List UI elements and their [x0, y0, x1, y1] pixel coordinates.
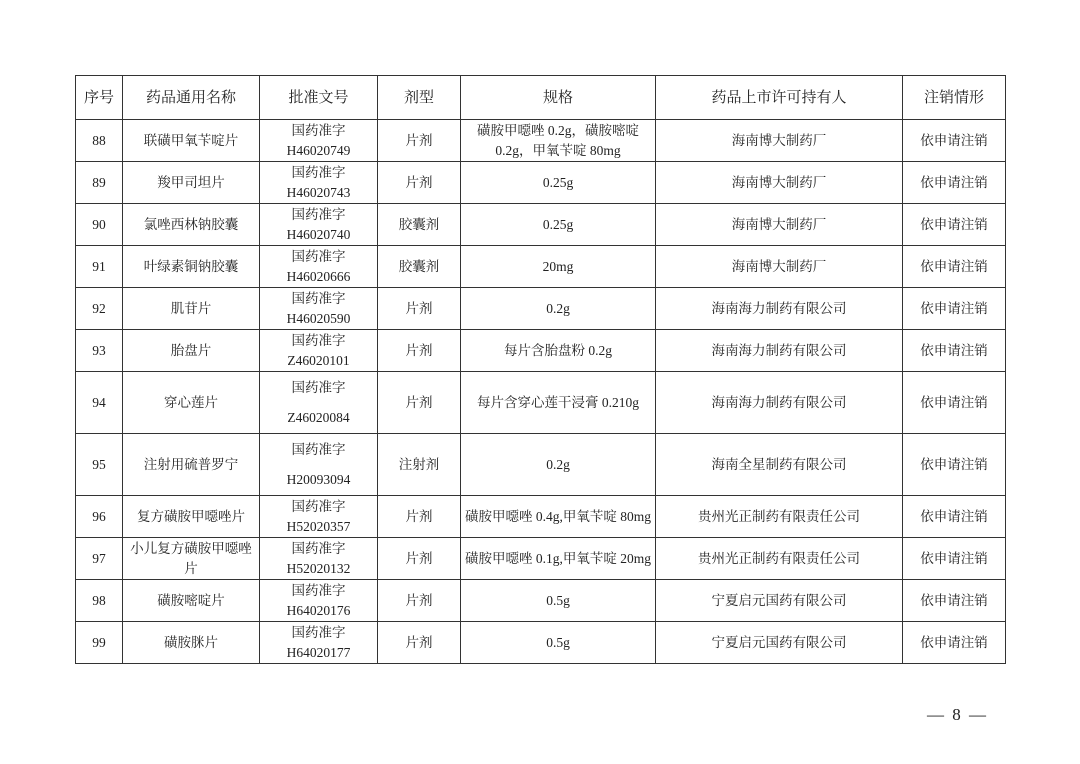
specification: 0.5g	[461, 580, 656, 622]
row-number: 96	[76, 496, 123, 538]
license-holder: 宁夏启元国药有限公司	[656, 580, 903, 622]
approval-number	[260, 162, 378, 204]
column-header: 规格	[461, 76, 656, 120]
table-header-row	[76, 76, 1006, 120]
approval-code: H64020176	[286, 602, 351, 618]
drug-name: 氯唑西林钠胶囊	[123, 204, 260, 246]
approval-prefix: 国药准字	[291, 290, 346, 306]
row-number: 92	[76, 288, 123, 330]
specification: 磺胺甲噁唑 0.4g,甲氧苄啶 80mg	[461, 496, 656, 538]
license-holder: 海南海力制药有限公司	[656, 372, 903, 434]
license-holder: 海南全星制药有限公司	[656, 434, 903, 496]
approval-prefix: 国药准字	[291, 332, 346, 348]
column-header: 药品上市许可持有人	[656, 76, 903, 120]
column-header: 批准文号	[260, 76, 378, 120]
approval-code: Z46020084	[287, 409, 350, 425]
approval-number	[260, 496, 378, 538]
approval-number	[260, 120, 378, 162]
approval-number	[260, 622, 378, 664]
license-holder: 贵州光正制药有限责任公司	[656, 538, 903, 580]
table-row	[76, 246, 1006, 288]
specification: 每片含胎盘粉 0.2g	[461, 330, 656, 372]
approval-prefix: 国药准字	[291, 441, 346, 457]
approval-number	[260, 538, 378, 580]
dosage-form: 片剂	[378, 330, 461, 372]
license-holder: 海南海力制药有限公司	[656, 288, 903, 330]
row-number: 89	[76, 162, 123, 204]
dosage-form: 胶囊剂	[378, 246, 461, 288]
dosage-form: 注射剂	[378, 434, 461, 496]
cancellation-status: 依申请注销	[903, 372, 1006, 434]
approval-number	[260, 580, 378, 622]
dosage-form: 片剂	[378, 496, 461, 538]
cancellation-status: 依申请注销	[903, 434, 1006, 496]
license-holder: 海南博大制药厂	[656, 120, 903, 162]
approval-number	[260, 288, 378, 330]
row-number: 98	[76, 580, 123, 622]
table-row	[76, 120, 1006, 162]
table-row	[76, 538, 1006, 580]
drug-name: 穿心莲片	[123, 372, 260, 434]
approval-code: H46020743	[286, 184, 351, 200]
row-number: 88	[76, 120, 123, 162]
drug-name: 磺胺脒片	[123, 622, 260, 664]
dosage-form: 胶囊剂	[378, 204, 461, 246]
license-holder: 贵州光正制药有限责任公司	[656, 496, 903, 538]
license-holder: 宁夏启元国药有限公司	[656, 622, 903, 664]
drug-name: 磺胺嘧啶片	[123, 580, 260, 622]
dosage-form: 片剂	[378, 372, 461, 434]
table-row	[76, 162, 1006, 204]
license-holder: 海南博大制药厂	[656, 204, 903, 246]
drug-name: 复方磺胺甲噁唑片	[123, 496, 260, 538]
specification: 每片含穿心莲干浸膏 0.210g	[461, 372, 656, 434]
table-row	[76, 372, 1006, 434]
drug-name: 注射用硫普罗宁	[123, 434, 260, 496]
row-number: 91	[76, 246, 123, 288]
approval-code: H46020749	[286, 142, 351, 158]
drug-name: 肌苷片	[123, 288, 260, 330]
specification: 0.25g	[461, 204, 656, 246]
cancellation-status: 依申请注销	[903, 288, 1006, 330]
license-holder: 海南博大制药厂	[656, 246, 903, 288]
dosage-form: 片剂	[378, 120, 461, 162]
table-row	[76, 288, 1006, 330]
cancellation-status: 依申请注销	[903, 162, 1006, 204]
specification: 磺胺甲噁唑 0.2g，磺胺嘧啶 0.2g，甲氧苄啶 80mg	[461, 120, 656, 162]
table-row	[76, 622, 1006, 664]
drug-name: 联磺甲氧苄啶片	[123, 120, 260, 162]
column-header: 注销情形	[903, 76, 1006, 120]
drug-cancellation-table	[75, 75, 1006, 664]
cancellation-status: 依申请注销	[903, 580, 1006, 622]
table-row	[76, 496, 1006, 538]
dosage-form: 片剂	[378, 622, 461, 664]
approval-prefix: 国药准字	[291, 122, 346, 138]
table-row	[76, 434, 1006, 496]
specification: 磺胺甲噁唑 0.1g,甲氧苄啶 20mg	[461, 538, 656, 580]
drug-name: 胎盘片	[123, 330, 260, 372]
approval-code: H46020740	[286, 226, 351, 242]
table-row	[76, 330, 1006, 372]
page-number: — 8 —	[927, 705, 988, 724]
specification: 0.2g	[461, 434, 656, 496]
cancellation-status: 依申请注销	[903, 204, 1006, 246]
table-row	[76, 580, 1006, 622]
specification: 0.5g	[461, 622, 656, 664]
row-number: 93	[76, 330, 123, 372]
table-row	[76, 204, 1006, 246]
approval-prefix: 国药准字	[291, 498, 346, 514]
approval-code: H20093094	[286, 471, 351, 487]
dosage-form: 片剂	[378, 288, 461, 330]
approval-prefix: 国药准字	[291, 164, 346, 180]
specification: 0.25g	[461, 162, 656, 204]
drug-name: 小儿复方磺胺甲噁唑片	[123, 538, 260, 580]
approval-code: H46020590	[286, 310, 351, 326]
approval-number	[260, 204, 378, 246]
column-header: 药品通用名称	[123, 76, 260, 120]
row-number: 95	[76, 434, 123, 496]
cancellation-status: 依申请注销	[903, 496, 1006, 538]
row-number: 90	[76, 204, 123, 246]
row-number: 99	[76, 622, 123, 664]
approval-number	[260, 246, 378, 288]
drug-name: 叶绿素铜钠胶囊	[123, 246, 260, 288]
approval-prefix: 国药准字	[291, 540, 346, 556]
cancellation-status: 依申请注销	[903, 622, 1006, 664]
row-number: 97	[76, 538, 123, 580]
specification: 20mg	[461, 246, 656, 288]
cancellation-status: 依申请注销	[903, 538, 1006, 580]
dosage-form: 片剂	[378, 538, 461, 580]
approval-prefix: 国药准字	[291, 379, 346, 395]
drug-name: 羧甲司坦片	[123, 162, 260, 204]
license-holder: 海南海力制药有限公司	[656, 330, 903, 372]
cancellation-status: 依申请注销	[903, 246, 1006, 288]
dosage-form: 片剂	[378, 162, 461, 204]
approval-code: H52020357	[286, 518, 351, 534]
approval-number	[260, 434, 378, 496]
specification: 0.2g	[461, 288, 656, 330]
dosage-form: 片剂	[378, 580, 461, 622]
approval-number	[260, 372, 378, 434]
approval-code: H46020666	[286, 268, 351, 284]
cancellation-status: 依申请注销	[903, 120, 1006, 162]
approval-prefix: 国药准字	[291, 206, 346, 222]
row-number: 94	[76, 372, 123, 434]
column-header: 序号	[76, 76, 123, 120]
cancellation-status: 依申请注销	[903, 330, 1006, 372]
approval-prefix: 国药准字	[291, 248, 346, 264]
approval-code: Z46020101	[287, 352, 350, 368]
approval-number	[260, 330, 378, 372]
approval-code: H52020132	[286, 560, 351, 576]
approval-prefix: 国药准字	[291, 624, 346, 640]
column-header: 剂型	[378, 76, 461, 120]
approval-code: H64020177	[286, 644, 351, 660]
approval-prefix: 国药准字	[291, 582, 346, 598]
license-holder: 海南博大制药厂	[656, 162, 903, 204]
